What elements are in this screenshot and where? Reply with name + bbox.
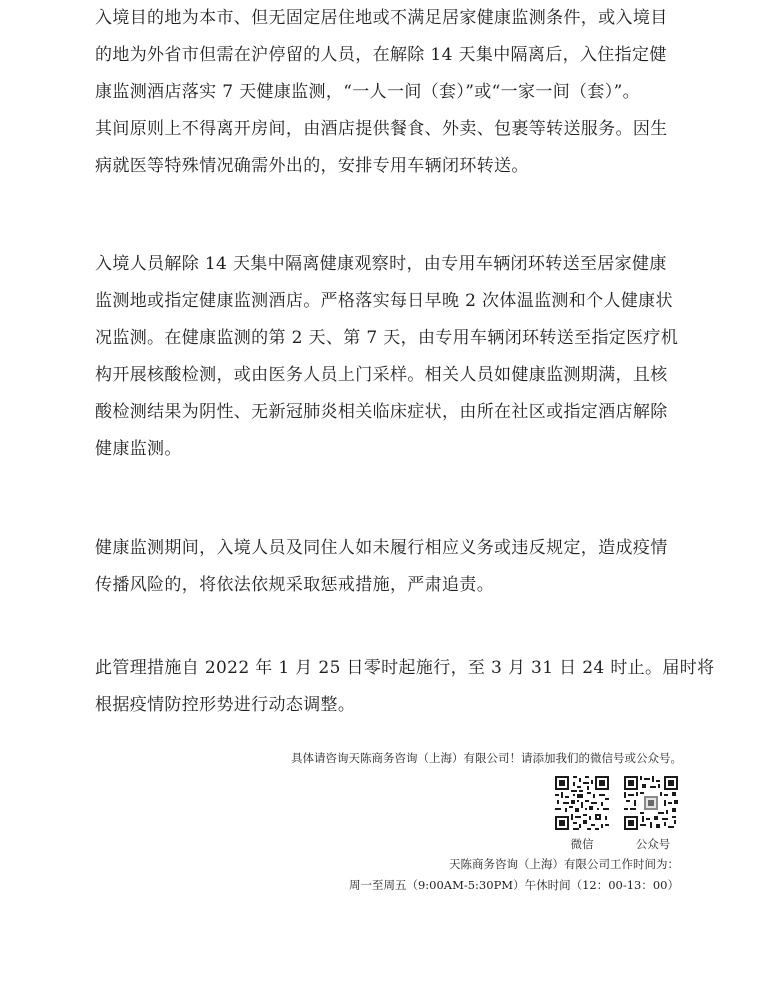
paragraph-line: 其间原则上不得离开房间，由酒店提供餐食、外卖、包裹等转送服务。因生 — [95, 119, 668, 139]
paragraph-line: 健康监测期间，入境人员及同住人如未履行相应义务或违反规定，造成疫情 — [95, 538, 668, 558]
working-hours-detail: 周一至周五（9:00AM-5:30PM）午休时间（12：00-13：00） — [348, 878, 679, 892]
paragraph-line: 入境目的地为本市、但无固定居住地或不满足居家健康监测条件，或入境目 — [95, 8, 668, 28]
paragraph-3 — [95, 530, 695, 604]
paragraph-line: 传播风险的，将依法依规采取惩戒措施，严肃追责。 — [95, 575, 495, 595]
paragraph-line: 此管理措施自 2022 年 1 月 25 日零时起施行，至 3 月 31 日 24 时止。届时将 — [95, 658, 715, 678]
paragraph-1 — [95, 0, 695, 185]
paragraph-line: 构开展核酸检测，或由医务人员上门采样。相关人员如健康监测期满，且核 — [95, 365, 668, 385]
paragraph-2 — [95, 246, 695, 468]
official-account-label: 公众号 — [635, 837, 671, 851]
paragraph-line: 酸检测结果为阴性、无新冠肺炎相关临床症状，由所在社区或指定酒店解除 — [95, 402, 668, 422]
working-hours-title: 天陈商务咨询（上海）有限公司工作时间为： — [449, 857, 679, 871]
paragraph-line: 况监测。在健康监测的第 2 天、第 7 天，由专用车辆闭环转送至指定医疗机 — [95, 328, 679, 348]
paragraph-line: 根据疫情防控形势进行动态调整。 — [95, 695, 356, 715]
paragraph-line: 健康监测。 — [95, 439, 182, 459]
paragraph-line: 康监测酒店落实 7 天健康监测，“一人一间（套）”或“一家一间（套）”。 — [95, 82, 640, 102]
official-account-qr-code-icon — [622, 774, 680, 832]
wechat-qr-code-icon — [553, 774, 611, 832]
wechat-label: 微信 — [570, 837, 594, 851]
paragraph-line: 病就医等特殊情况确需外出的，安排专用车辆闭环转送。 — [95, 156, 529, 176]
paragraph-line: 监测地或指定健康监测酒店。严格落实每日早晚 2 次体温监测和个人健康状 — [95, 291, 673, 311]
contact-notice: 具体请咨询天陈商务咨询（上海）有限公司！请添加我们的微信号或公众号。 — [291, 751, 682, 765]
paragraph-line: 的地为外省市但需在沪停留的人员，在解除 14 天集中隔离后，入住指定健 — [95, 45, 667, 65]
paragraph-line: 入境人员解除 14 天集中隔离健康观察时，由专用车辆闭环转送至居家健康 — [95, 254, 667, 274]
paragraph-4 — [95, 650, 715, 724]
